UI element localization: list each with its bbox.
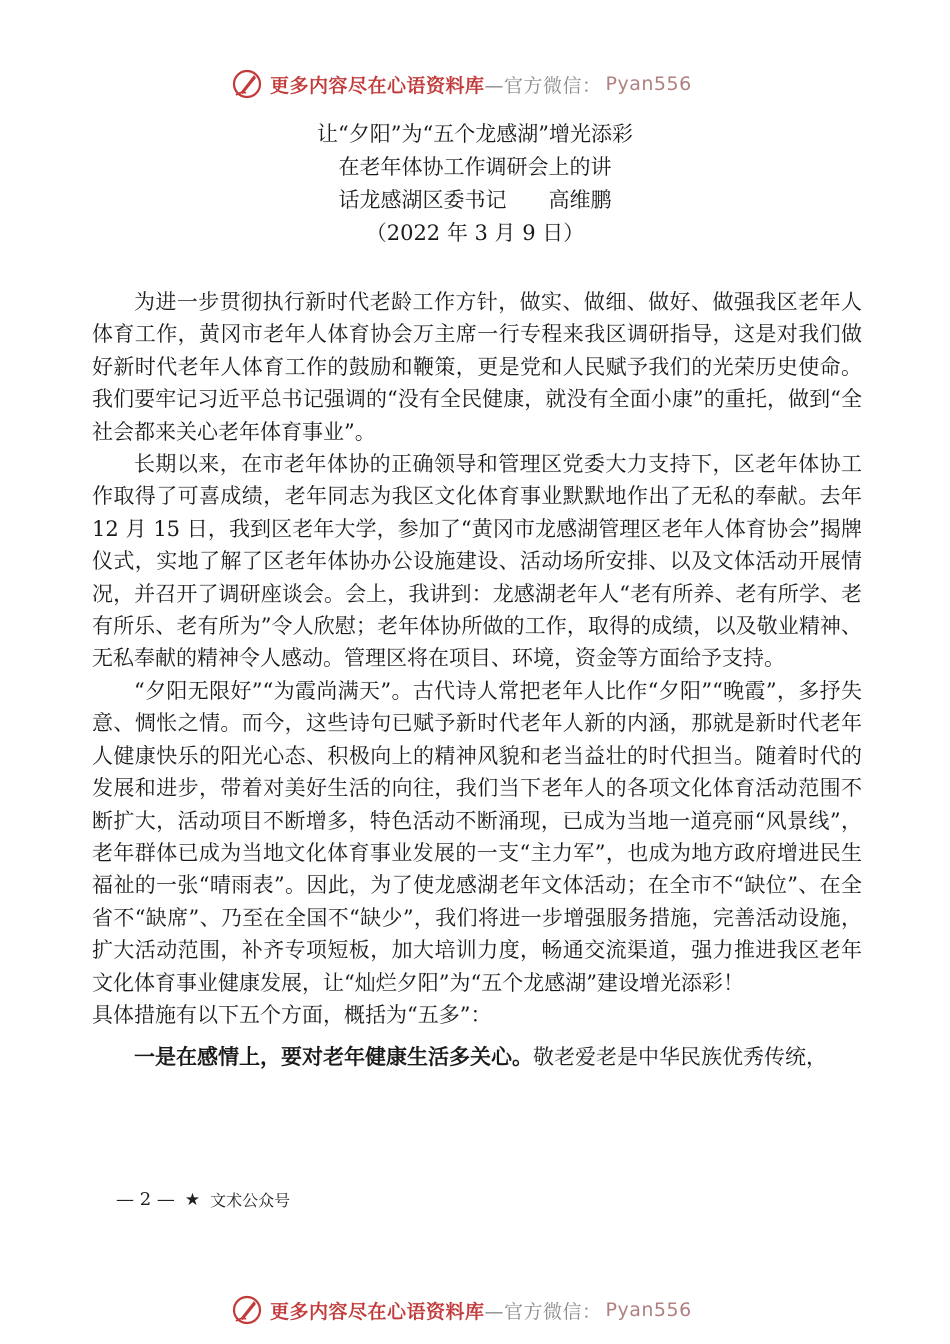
quill-logo-icon [230,67,264,101]
page-footer [116,1188,290,1211]
paragraph-2: 长期以来，在市老年体协的正确领导和管理区党委大力支持下，区老年体协工作取得了可喜成绩，老年同志为我区文化体育事业默默地作出了无私的奉献。去年 12 月 15 日，我到区老年大学，参加了“黄冈市龙感湖管理区老年人体育协会”揭牌仪式，实地了解了区老年体协办公设施建设、活动场所安排、以及文体活动开展情况，并召开了调研座谈会。会上，我讲到：龙感湖老年人“老有所养、老有所学、老有所乐、老有所为”令人欣慰；老年体协所做的工作，取得的成绩，以及敬业精神、无私奉献的精神令人感动。管理区将在项目、环境，资金等方面给予支持。 [92,452,862,671]
paragraph-1: 为进一步贯彻执行新时代老龄工作方针，做实、做细、做好、做强我区老年人体育工作，黄冈市老年人体育协会万主席一行专程来我区调研指导，这是对我们做好新时代老年人体育工作的鼓励和鞭策，更是党和人民赋予我们的光荣历史使命。我们要牢记习近平总书记强调的“没有全民健康，就没有全面小康”的重托，做到“全社会都来关心老年体育事业”。 [92,290,862,444]
title-line-1: 让“夕阳”为“五个龙感湖”增光添彩 [317,122,633,146]
watermark-wechat-id: Pyan556 [605,1299,692,1321]
watermark-wechat-label: —官方微信： [484,1300,602,1323]
watermark-wechat-label: —官方微信： [484,74,602,97]
page-number: — 2 — [116,1189,175,1210]
paragraph-5 [92,1041,862,1073]
quill-logo-icon [230,1293,264,1327]
paragraph-5-text: 敬老爱老是中华民族优秀传统， [533,1045,827,1070]
title-date: （2022 年 3 月 9 日） [365,221,585,245]
title-line-3: 话龙感湖区委书记 高维鹏 [338,188,612,212]
watermark-wechat-id: Pyan556 [605,73,692,95]
watermark-text: 更多内容尽在心语资料库 [270,1300,485,1323]
paragraph-3: “夕阳无限好”“为霞尚满天”。古代诗人常把老年人比作“夕阳”“晚霞”，多抒失意、惆怅之情。而今，这些诗句已赋予新时代老年人新的内涵，那就是新时代老年人健康快乐的阳光心态、积极向上的精神风貌和老当益壮的时代担当。随着时代的发展和进步，带着对美好生活的向往，我们当下老年人的各项文化体育活动范围不断扩大，活动项目不断增多，特色活动不断涌现，已成为当地一道亮丽“风景线”，老年群体已成为当地文化体育事业发展的一支“主力军”，也成为地方政府增进民生福祉的一张“晴雨表”。因此，为了使龙感湖老年文体活动；在全市不“缺位”、在全省不“缺席”、乃至在全国不“缺少”，我们将进一步增强服务措施，完善活动设施，扩大活动范围，补齐专项短板，加大培训力度，畅通交流渠道，强力推进我区老年文化体育事业健康发展，让“灿烂夕阳”为“五个龙感湖”建设增光添彩！ [92,678,862,995]
star-icon: ★ [184,1189,201,1210]
watermark-text: 更多内容尽在心语资料库 [270,74,485,97]
footer-source: 文术公众号 [210,1191,291,1210]
speech-body [92,286,862,1074]
paragraph-5-heading: 一是在感情上，要对老年健康生活多关心。 [134,1045,533,1070]
watermark-footer [230,1290,692,1330]
speech-title [0,118,950,250]
title-line-2: 在老年体协工作调研会上的讲 [338,155,612,179]
watermark-header [230,64,692,104]
paragraph-4: 具体措施有以下五个方面，概括为“五多”： [92,1002,492,1027]
